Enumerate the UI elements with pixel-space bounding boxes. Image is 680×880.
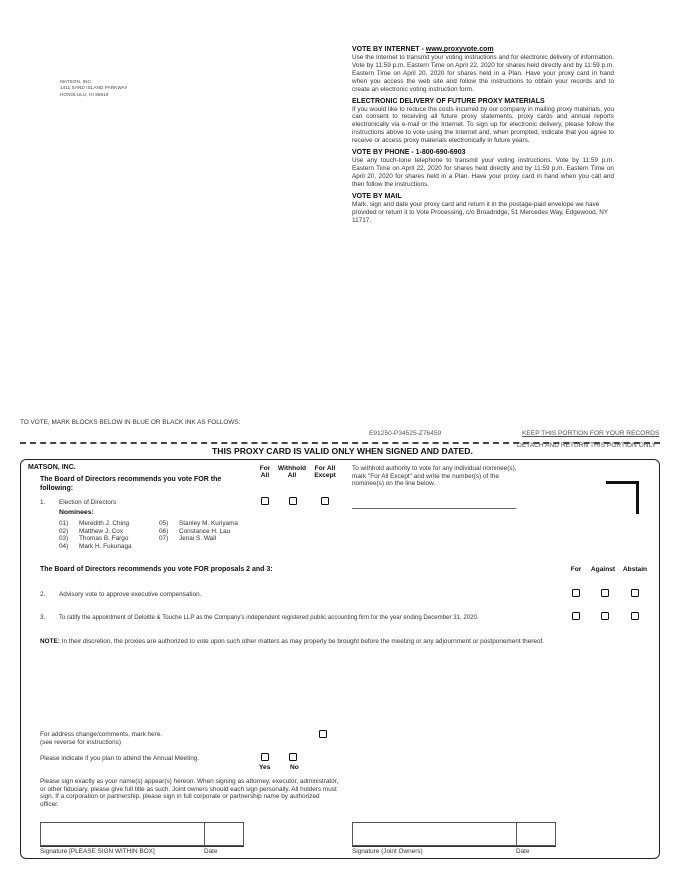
attend-yes-checkbox[interactable] [261, 753, 269, 761]
nominee-number: 03) [59, 535, 69, 543]
return-address-line3: HONOLULU, HI 96819 [60, 91, 109, 97]
return-address-line2: 1411 SAND ISLAND PARKWAY [60, 85, 128, 91]
note-paragraph [40, 638, 560, 646]
vote-phone-body: Use any touch-tone telephone to transmit your voting instructions. Vote by 11:59 p.m. Eastern Time on April 22, 2020 for shares held directly and by 11:59 p.m. Eastern Time on April 20, 2020 for shares held in a Plan. Have your proxy card in hand when you call and then follow the instructions. [352, 157, 614, 188]
return-address [60, 79, 128, 98]
nominee-number: 02) [59, 527, 69, 535]
nominee-01 [59, 520, 132, 528]
item3-abstain-checkbox[interactable] [631, 612, 639, 620]
electronic-delivery-title: ELECTRONIC DELIVERY OF FUTURE PROXY MATERIALS [352, 97, 545, 105]
attend-meeting-text: Please indicate if you plan to attend the Annual Meeting. [40, 755, 200, 762]
nominee-05 [159, 520, 238, 528]
nominee-number: 04) [59, 542, 69, 550]
col-for: For [570, 566, 582, 573]
vote-mail-title: VOTE BY MAIL [352, 192, 402, 200]
nominee-number: 05) [159, 520, 169, 527]
withhold-instruction: To withhold authority to vote for any individual nominee(s), mark "For All Except" and write the number(s) of the nominee(s) on the line below. [352, 465, 517, 488]
nominee-name: Jenai S. Wall [179, 535, 217, 543]
attend-yes-label: Yes [259, 764, 271, 771]
vote-internet-title [352, 46, 614, 53]
nominee-number: 07) [159, 535, 169, 543]
signature-label: Signature [PLEASE SIGN WITHIN BOX] [40, 848, 155, 855]
vote-internet-prefix: VOTE BY INTERNET - [352, 46, 426, 53]
return-address-line1: MATSON, INC. [60, 79, 93, 84]
nominee-list-left [59, 520, 132, 550]
nominee-name: Stanley M. Kuriyama [179, 520, 238, 527]
nominee-name: Meredith J. Ching [79, 520, 130, 527]
nominee-02 [59, 528, 132, 536]
item3-against-checkbox[interactable] [601, 612, 609, 620]
vote-mail-body: Mark, sign and date your proxy card and return it in the postage-paid envelope we have provided or return it to Vote Processing, c/o Broadridge, 51 Mercedes Way, Edgewood, NY 11717. [352, 200, 608, 224]
for-all-checkbox[interactable] [261, 497, 269, 505]
nominee-number: 06) [159, 527, 169, 535]
vote-internet-body: Use the Internet to transmit your voting instructions and for electronic delivery of information. Vote by 11:59 p.m. Eastern Time on April 22, 2020 for shares held directly and by 11:59 p.m. Eastern Time on April 20, 2020 for shares held in a Plan. Have your proxy card in hand when you access the web site and follow the instructions to obtain your records and to create an electronic voting instruction form. [352, 54, 614, 93]
address-change-line1: For address change/comments, mark here. [40, 731, 163, 738]
proxyvote-link[interactable]: www.proxyvote.com [425, 46, 494, 53]
joint-signature-label: Signature (Joint Owners) [352, 848, 423, 855]
col-abstain: Abstain [622, 566, 648, 573]
nominees-label: Nominees: [59, 509, 94, 516]
item3-number: 3. [40, 614, 46, 621]
valid-text: THIS PROXY CARD IS VALID ONLY WHEN SIGNED AND DATED. [212, 446, 473, 456]
joint-signature-box[interactable] [352, 822, 517, 846]
item3-label: To ratify the appointment of Deloitte & Touche LLP as the Company's independent registered public accounting firm for the year ending December 31, 2020. [59, 614, 479, 621]
electronic-delivery-body: If you would like to reduce the costs incurred by our company in mailing proxy materials, you can consent to receiving all future proxy statements, proxy cards and annual reports electronically via e-mail or the Internet. To sign up for electronic delivery, please follow the instructions above to vote using the Internet and, when prompted, indicate that you agree to receive or access proxy materials electronically in future years. [352, 105, 614, 145]
nominee-04 [59, 543, 132, 551]
date-box[interactable] [204, 822, 244, 846]
note-label: NOTE: [40, 638, 60, 645]
nominee-exception-line[interactable] [352, 508, 516, 509]
col-for-all-except: For All Except [314, 465, 336, 480]
joint-date-label: Date [516, 848, 530, 855]
nominee-number: 01) [59, 520, 69, 527]
joint-signature-baseline [352, 846, 556, 847]
nominee-name: Thomas B. Fargo [79, 535, 129, 543]
for-all-except-checkbox[interactable] [321, 497, 329, 505]
nominee-07 [159, 535, 238, 543]
item2-label: Advisory vote to approve executive compensation. [59, 591, 202, 598]
vote-phone-title: VOTE BY PHONE - 1-800-690-6903 [352, 149, 466, 157]
nominee-name: Mark H. Fukunaga [79, 542, 132, 550]
signature-box[interactable] [40, 822, 205, 846]
attend-no-checkbox[interactable] [289, 753, 297, 761]
detach-portion-text: DETACH AND RETURN THIS PORTION ONLY [517, 442, 657, 449]
item2-number: 2. [40, 591, 46, 598]
board-recommendation-1: The Board of Directors recommends you vote FOR the following: [40, 476, 222, 492]
item2-abstain-checkbox[interactable] [631, 589, 639, 597]
item2-against-checkbox[interactable] [601, 589, 609, 597]
note-text: In their discretion, the proxies are authorized to vote upon such other matters as may properly be brought before the meeting or any adjournment or postponement thereof. [59, 638, 545, 645]
col-withhold-all: Withhold All [277, 465, 307, 480]
nominee-list-right [159, 520, 238, 543]
item3-for-checkbox[interactable] [572, 612, 580, 620]
item1-number: 1. [40, 499, 46, 506]
board-recommendation-2: The Board of Directors recommends you vote FOR proposals 2 and 3: [40, 566, 273, 573]
signature-baseline [40, 846, 244, 847]
nominee-06 [159, 528, 238, 536]
nominee-name: Constance H. Lau [179, 527, 231, 535]
withhold-all-checkbox[interactable] [289, 497, 297, 505]
col-for-all: For All [259, 465, 271, 480]
address-change-line2: (see reverse for instructions) [40, 738, 121, 746]
mark-instruction: TO VOTE, MARK BLOCKS BELOW IN BLUE OR BLACK INK AS FOLLOWS: [20, 419, 241, 426]
company-name: MATSON, INC. [28, 464, 76, 471]
col-against: Against [590, 566, 616, 573]
date-label: Date [204, 848, 218, 855]
keep-portion-text: KEEP THIS PORTION FOR YOUR RECORDS [522, 430, 660, 437]
item1-label: Election of Directors [59, 499, 117, 506]
item2-for-checkbox[interactable] [572, 589, 580, 597]
voting-instructions [352, 46, 614, 228]
nominee-03 [59, 535, 132, 543]
address-change-checkbox[interactable] [319, 730, 327, 738]
registration-mark [606, 481, 639, 514]
signing-instructions: Please sign exactly as your name(s) appear(s) hereon. When signing as attorney, executor, administrator, or other fiduciary, please give full title as such. Joint owners should each sign personally. All holders must sign. If a corporation or partnership, please sign in full corporate or partnership name by authorized officer. [40, 778, 339, 808]
nominee-name: Matthew J. Cox [79, 527, 124, 535]
attend-no-label: No [290, 764, 299, 771]
control-code: E91250-P34525-Z76459 [369, 430, 442, 437]
joint-date-box[interactable] [516, 822, 556, 846]
address-change-text [40, 731, 162, 746]
